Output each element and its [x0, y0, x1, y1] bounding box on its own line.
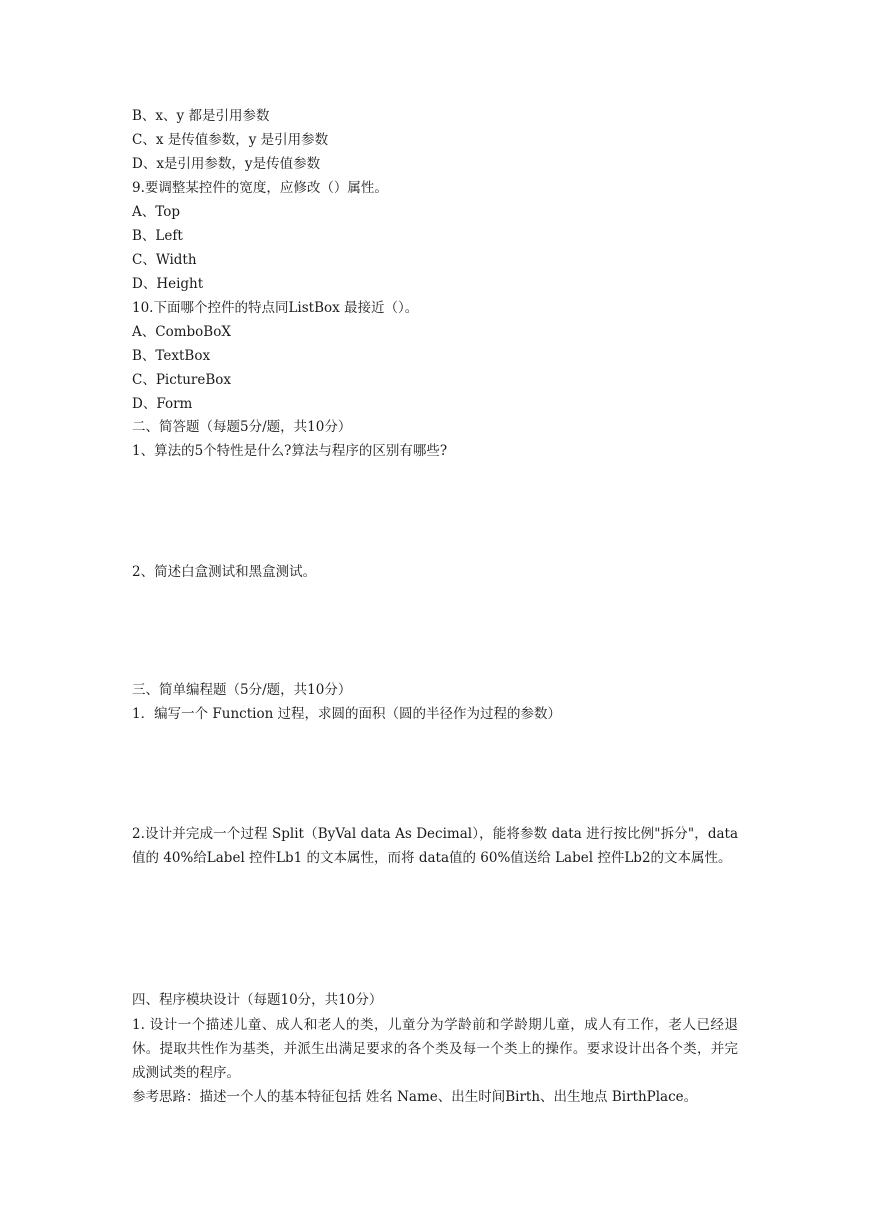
- q8-option-d: D、x是引用参数，y是传值参数: [132, 156, 321, 172]
- section3-q1: 1．编写一个 Function 过程，求圆的面积（圆的半径作为过程的参数）: [132, 706, 562, 722]
- section2-q1: 1、算法的5个特性是什么?算法与程序的区别有哪些?: [132, 443, 448, 459]
- q10-question: 10.下面哪个控件的特点同ListBox 最接近（）。: [132, 300, 419, 316]
- q10-option-d: D、Form: [132, 396, 193, 412]
- q8-option-c: C、x 是传值参数，y 是引用参数: [132, 132, 329, 148]
- section2-q2: 2、简述白盒测试和黑盒测试。: [132, 564, 317, 580]
- q9-question: 9.要调整某控件的宽度，应修改（）属性。: [132, 180, 388, 196]
- section4-q1: 1. 设计一个描述儿童、成人和老人的类，儿童分为学龄前和学龄期儿童，成人有工作，老人已经退休。提取共性作为基类，并派生出满足要求的各个类及每一个类上的操作。要求设计出各个类，并完成测试类的程序。: [132, 1017, 738, 1081]
- q10-option-b: B、TextBox: [132, 348, 211, 364]
- section2-heading: 二、简答题（每题5分/题，共10分）: [132, 419, 352, 435]
- q9-option-c: C、Width: [132, 252, 197, 268]
- q9-option-d: D、Height: [132, 276, 204, 292]
- section3-heading: 三、简单编程题（5分/题，共10分）: [132, 682, 352, 698]
- section3-q2: 2.设计并完成一个过程 Split（ByVal data As Decimal），能将参数 data 进行按比例"拆分"，data 值的 40%给Label 控件Lb1 的文本属性，而将 data值的 60%值送给 Label 控件Lb2的文本属性。: [132, 826, 738, 866]
- q9-option-a: A、Top: [132, 204, 180, 220]
- q10-option-c: C、PictureBox: [132, 372, 232, 388]
- section4-heading: 四、程序模块设计（每题10分，共10分）: [132, 992, 383, 1008]
- section4-hint: 参考思路：描述一个人的基本特征包括 姓名 Name、出生时间Birth、出生地点 BirthPlace。: [132, 1089, 698, 1105]
- q8-option-b: B、x、y 都是引用参数: [132, 108, 270, 124]
- q10-option-a: A、ComboBoX: [132, 324, 231, 340]
- q9-option-b: B、Left: [132, 228, 183, 244]
